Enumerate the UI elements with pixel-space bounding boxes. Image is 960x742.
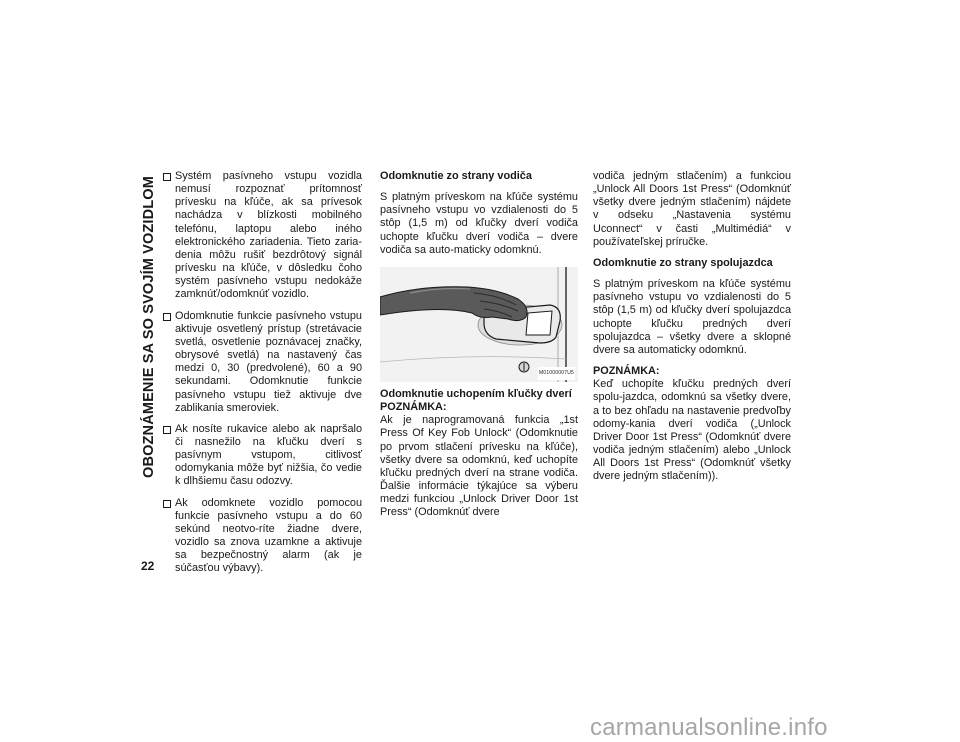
list-item: [163, 497, 362, 576]
figure-caption: Odomknutie uchopením kľučky dverí: [380, 387, 572, 400]
list-item: [163, 170, 362, 302]
column-3: [593, 170, 791, 483]
continuation-paragraph: vodiča jedným stlačením) a funkciou „Unlock All Doors 1st Press“ (Odomknúť všetky dvere jedným stlačením) nájdete v odseku „Nastavenia systému Uconnect“ v časti „Multimédiá“ v používateľskej príručke.: [593, 170, 791, 248]
list-item-text: Ak odomknete vozidlo pomocou funkcie pasívneho vstupu a do 60 sekúnd neotvo-ríte žiadne dvere, vozidlo sa znova uzamkne a aktivuje sa bezpečnostný alarm (ak je súčasťou výbavy).: [175, 496, 362, 575]
list-item: [163, 423, 362, 489]
section-heading: Odomknutie zo strany vodiča: [380, 170, 532, 182]
checkbox-bullet-icon: [163, 173, 171, 181]
checkbox-bullet-icon: [163, 426, 171, 434]
list-item: [163, 310, 362, 415]
checkbox-bullet-icon: [163, 313, 171, 321]
list-item-text: Systém pasívneho vstupu vozidla nemusí rozpoznať prítomnosť prívesku na kľúče, ak sa prívesok nachádza v blízkosti mobilného telefónu, laptopu alebo iného elektronického zariadenia. Tieto zaria-denia môžu rušiť bezdrôtový signál prívesku na kľúče, v dôsledku čoho systém pasívneho vstupu nedokáže zamknúť/odomknúť vozidlo.: [175, 170, 362, 301]
note-label: POZNÁMKA:: [593, 365, 660, 378]
note-text: Ak je naprogramovaná funkcia „1st Press Of Key Fob Unlock“ (Odomknutie po prvom stlačení prívesku na kľúče), všetky dvere sa odomknú, keď uchopíte kľučku predných dverí na strane vodiča. Ďalšie informácie týkajúce sa výberu medzi funkciou „Unlock Driver Door 1st Press“ (Odomknúť dvere: [380, 414, 578, 519]
door-handle-illustration: [380, 267, 578, 382]
section-paragraph: S platným príveskom na kľúče systému pasívneho vstupu vo vzdialenosti do 5 stôp (1,5 m) od kľučky dverí spolujazdca uchopte kľučku predných dverí spolujazdca – všetky dvere a sklopné dvere sa automaticky odomknú.: [593, 278, 791, 356]
section-heading: Odomknutie zo strany spolujazdca: [593, 256, 773, 269]
column-1: [163, 170, 362, 584]
section-paragraph: S platným príveskom na kľúče systému pasívneho vstupu vo vzdialenosti do 5 stôp (1,5 m) od kľučky dverí vodiča uchopte kľučku dverí vodiča – dvere vodiča sa auto-maticky odomknú.: [380, 191, 578, 256]
watermark: carmanualsonline.info: [590, 714, 828, 741]
note-text: Keď uchopíte kľučku predných dverí spolu-jazdca, odomknú sa všetky dvere, a to bez ohľadu na nastavenie predvoľby odomy-kania dverí vodiča („Unlock Driver Door 1st Press“ (Odomknúť dvere vodiča jedným stlačením) alebo „Unlock All Doors 1st Press“ (Odomknúť všetky dvere jedným stlačením)).: [593, 378, 791, 483]
figure-code: M01000007U5: [538, 367, 575, 380]
note-label: POZNÁMKA:: [380, 401, 447, 414]
page-number: 22: [141, 559, 155, 573]
checkbox-bullet-icon: [163, 500, 171, 508]
list-item-text: Ak nosíte rukavice alebo ak napršalo či nasnežilo na kľučku dverí s pasívnym vstupom, citlivosť odomykania môže byť nižšia, čo vedie k dlhšiemu času odozvy.: [175, 422, 362, 488]
column-2: [380, 170, 578, 520]
chapter-title: OBOZNÁMENIE SA SO SVOJÍM VOZIDLOM: [141, 176, 157, 479]
door-handle-drawing: [380, 267, 578, 382]
list-item-text: Odomknutie funkcie pasívneho vstupu aktivuje osvetlený prístup (stretávacie svetlá, osvetlenie poznávacej značky, obrysové svetlá) na nastavený čas medzi 0, 30 (predvolené), 60 a 90 sekundami. Odomknutie funkcie pasívneho vstupu tiež aktivuje dve zablikania smeroviek.: [175, 309, 362, 414]
